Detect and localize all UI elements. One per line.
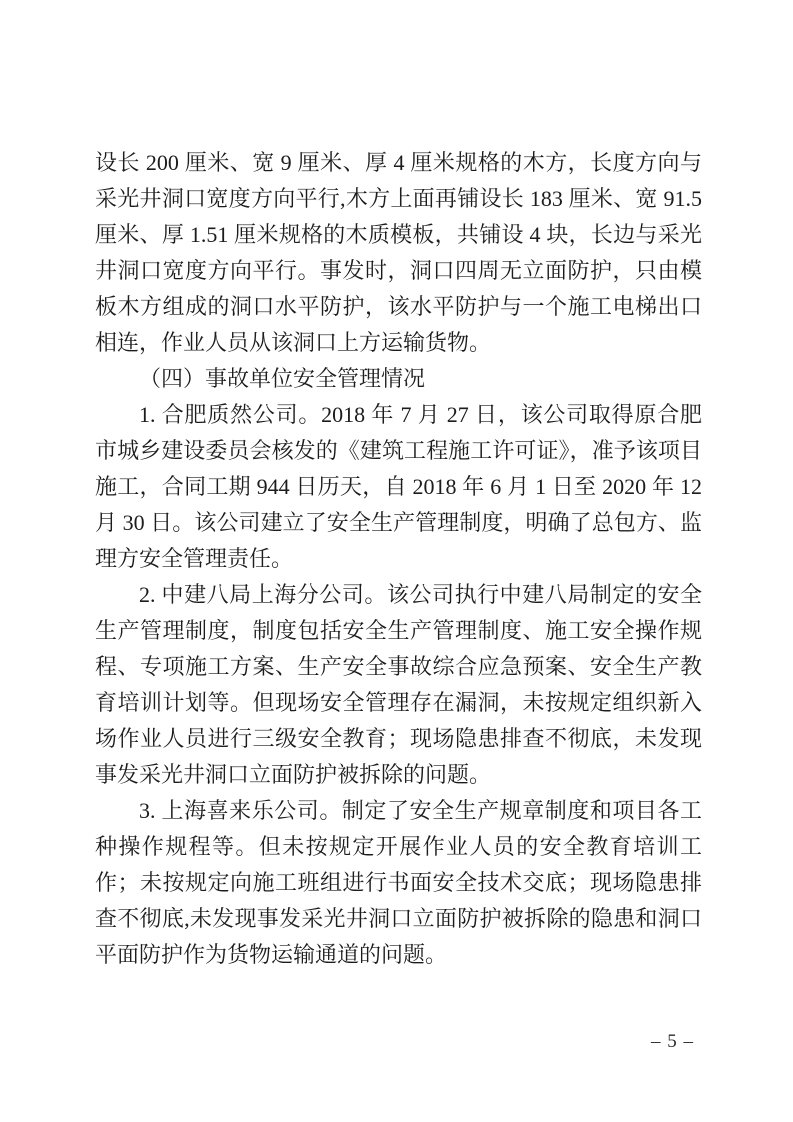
- document-body: [95, 145, 702, 973]
- paragraph-item-3: 3. 上海喜来乐公司。制定了安全生产规章制度和项目各工种操作规程等。但未按规定开展作业人员的安全教育培训工作；未按规定向施工班组进行书面安全技术交底；现场隐患排查不彻底,未发现事发采光井洞口立面防护被拆除的隐患和洞口平面防护作为货物运输通道的问题。: [95, 798, 702, 967]
- paragraph-item-1: 1. 合肥质然公司。2018 年 7 月 27 日，该公司取得原合肥市城乡建设委员会核发的《建筑工程施工许可证》，准予该项目施工，合同工期 944 日历天，自 2018 年 6 月 1 日至 2020 年 12 月 30 日。该公司建立了安全生产管理制度，明确了总包方、监理方安全管理责任。: [95, 402, 702, 571]
- paragraph-item-2: 2. 中建八局上海分公司。该公司执行中建八局制定的安全生产管理制度，制度包括安全生产管理制度、施工安全操作规程、专项施工方案、生产安全事故综合应急预案、安全生产教育培训计划等。但现场安全管理存在漏洞，未按规定组织新入场作业人员进行三级安全教育；现场隐患排查不彻底，未发现事发采光井洞口立面防护被拆除的问题。: [95, 582, 702, 787]
- paragraph-continuation: 设长 200 厘米、宽 9 厘米、厚 4 厘米规格的木方，长度方向与采光井洞口宽度方向平行,木方上面再铺设长 183 厘米、宽 91.5 厘米、厚 1.51 厘米规格的木质模板，共铺设 4 块，长边与采光井洞口宽度方向平行。事发时，洞口四周无立面防护，只由模板木方组成的洞口水平防护，该水平防护与一个施工电梯出口相连，作业人员从该洞口上方运输货物。: [95, 150, 702, 355]
- page-number: – 5 –: [651, 1031, 694, 1052]
- section-heading: （四）事故单位安全管理情况: [139, 366, 426, 391]
